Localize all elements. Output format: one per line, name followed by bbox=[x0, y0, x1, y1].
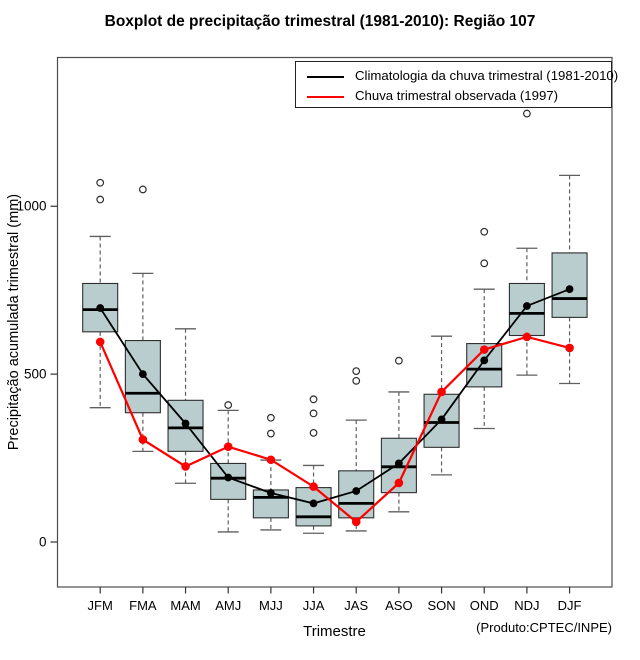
outlier-point-JJA bbox=[310, 430, 317, 437]
legend-row-climatology bbox=[296, 66, 619, 86]
x-axis-tick-label: JFM bbox=[87, 598, 113, 613]
legend-row-observed bbox=[296, 86, 611, 106]
climatology-point-AMJ bbox=[224, 474, 232, 482]
observed-point-NDJ bbox=[523, 333, 532, 342]
outlier-point-JJA bbox=[310, 396, 317, 403]
observed-point-SON bbox=[437, 388, 446, 397]
legend-label-observed: Chuva trimestral observada (1997) bbox=[355, 88, 559, 103]
observed-point-OND bbox=[480, 345, 489, 354]
climatology-point-SON bbox=[438, 416, 446, 424]
legend bbox=[295, 61, 619, 108]
observed-point-JFM bbox=[96, 338, 105, 347]
x-axis-tick-label: FMA bbox=[129, 598, 157, 613]
outlier-point-NDJ bbox=[524, 110, 531, 117]
x-axis-tick-label: JJA bbox=[302, 598, 325, 613]
climatology-line bbox=[100, 289, 569, 503]
footnote: (Produto:CPTEC/INPE) bbox=[476, 620, 612, 635]
x-axis-tick-label: MJJ bbox=[258, 598, 283, 613]
x-axis-tick-label: NDJ bbox=[514, 598, 540, 613]
climatology-point-JAS bbox=[352, 487, 360, 495]
climatology-point-MAM bbox=[182, 420, 190, 428]
x-axis-title: Trimestre bbox=[303, 623, 366, 640]
outlier-point-OND bbox=[481, 228, 488, 235]
outlier-point-FMA bbox=[140, 186, 147, 193]
observed-point-JJA bbox=[309, 482, 318, 491]
x-axis-tick-label: AMJ bbox=[215, 598, 242, 613]
observed-point-DJF bbox=[565, 344, 574, 353]
y-axis-title: Precipitação acumulada trimestral (mm) bbox=[6, 193, 22, 451]
chart-title: Boxplot de precipitação trimestral (1981-2010): Região 107 bbox=[104, 13, 536, 30]
observed-point-FMA bbox=[139, 435, 148, 444]
outlier-point-JFM bbox=[97, 196, 104, 203]
climatology-point-ASO bbox=[395, 460, 403, 468]
outlier-point-JAS bbox=[353, 378, 360, 385]
legend-line-observed-icon bbox=[307, 96, 344, 98]
outlier-point-AMJ bbox=[225, 402, 232, 409]
observed-point-ASO bbox=[395, 479, 404, 488]
x-axis-tick-label: DJF bbox=[557, 598, 582, 613]
legend-label-climatology: Climatologia da chuva trimestral (1981-2010) bbox=[355, 68, 619, 83]
observed-point-MJJ bbox=[267, 455, 276, 464]
climatology-point-JJA bbox=[310, 499, 318, 507]
climatology-point-NDJ bbox=[523, 302, 531, 310]
legend-line-climatology-icon bbox=[307, 76, 344, 78]
y-axis-tick-label: 0 bbox=[38, 534, 47, 550]
climatology-point-MJJ bbox=[267, 489, 275, 497]
x-axis-tick-label: ASO bbox=[385, 598, 413, 613]
climatology-point-FMA bbox=[139, 370, 147, 378]
y-axis-tick-label: 1000 bbox=[16, 198, 47, 214]
outlier-point-JJA bbox=[310, 410, 317, 417]
climatology-point-OND bbox=[480, 356, 488, 364]
climatology-point-DJF bbox=[566, 285, 574, 293]
x-axis-tick-label: SON bbox=[427, 598, 456, 613]
x-axis-tick-label: OND bbox=[469, 598, 499, 613]
observed-point-MAM bbox=[181, 462, 190, 471]
outlier-point-JAS bbox=[353, 368, 360, 375]
y-axis-tick-label: 500 bbox=[23, 366, 47, 382]
outlier-point-MJJ bbox=[268, 430, 275, 437]
x-axis-tick-label: MAM bbox=[170, 598, 201, 613]
x-axis-tick-label: JAS bbox=[344, 598, 369, 613]
observed-point-AMJ bbox=[224, 442, 233, 451]
outlier-point-JFM bbox=[97, 179, 104, 186]
observed-point-JAS bbox=[352, 518, 361, 527]
outlier-point-MJJ bbox=[268, 414, 275, 421]
outlier-point-OND bbox=[481, 260, 488, 267]
climatology-point-JFM bbox=[96, 304, 104, 312]
outlier-point-ASO bbox=[396, 357, 403, 364]
boxplot-box-DJF bbox=[552, 253, 587, 317]
